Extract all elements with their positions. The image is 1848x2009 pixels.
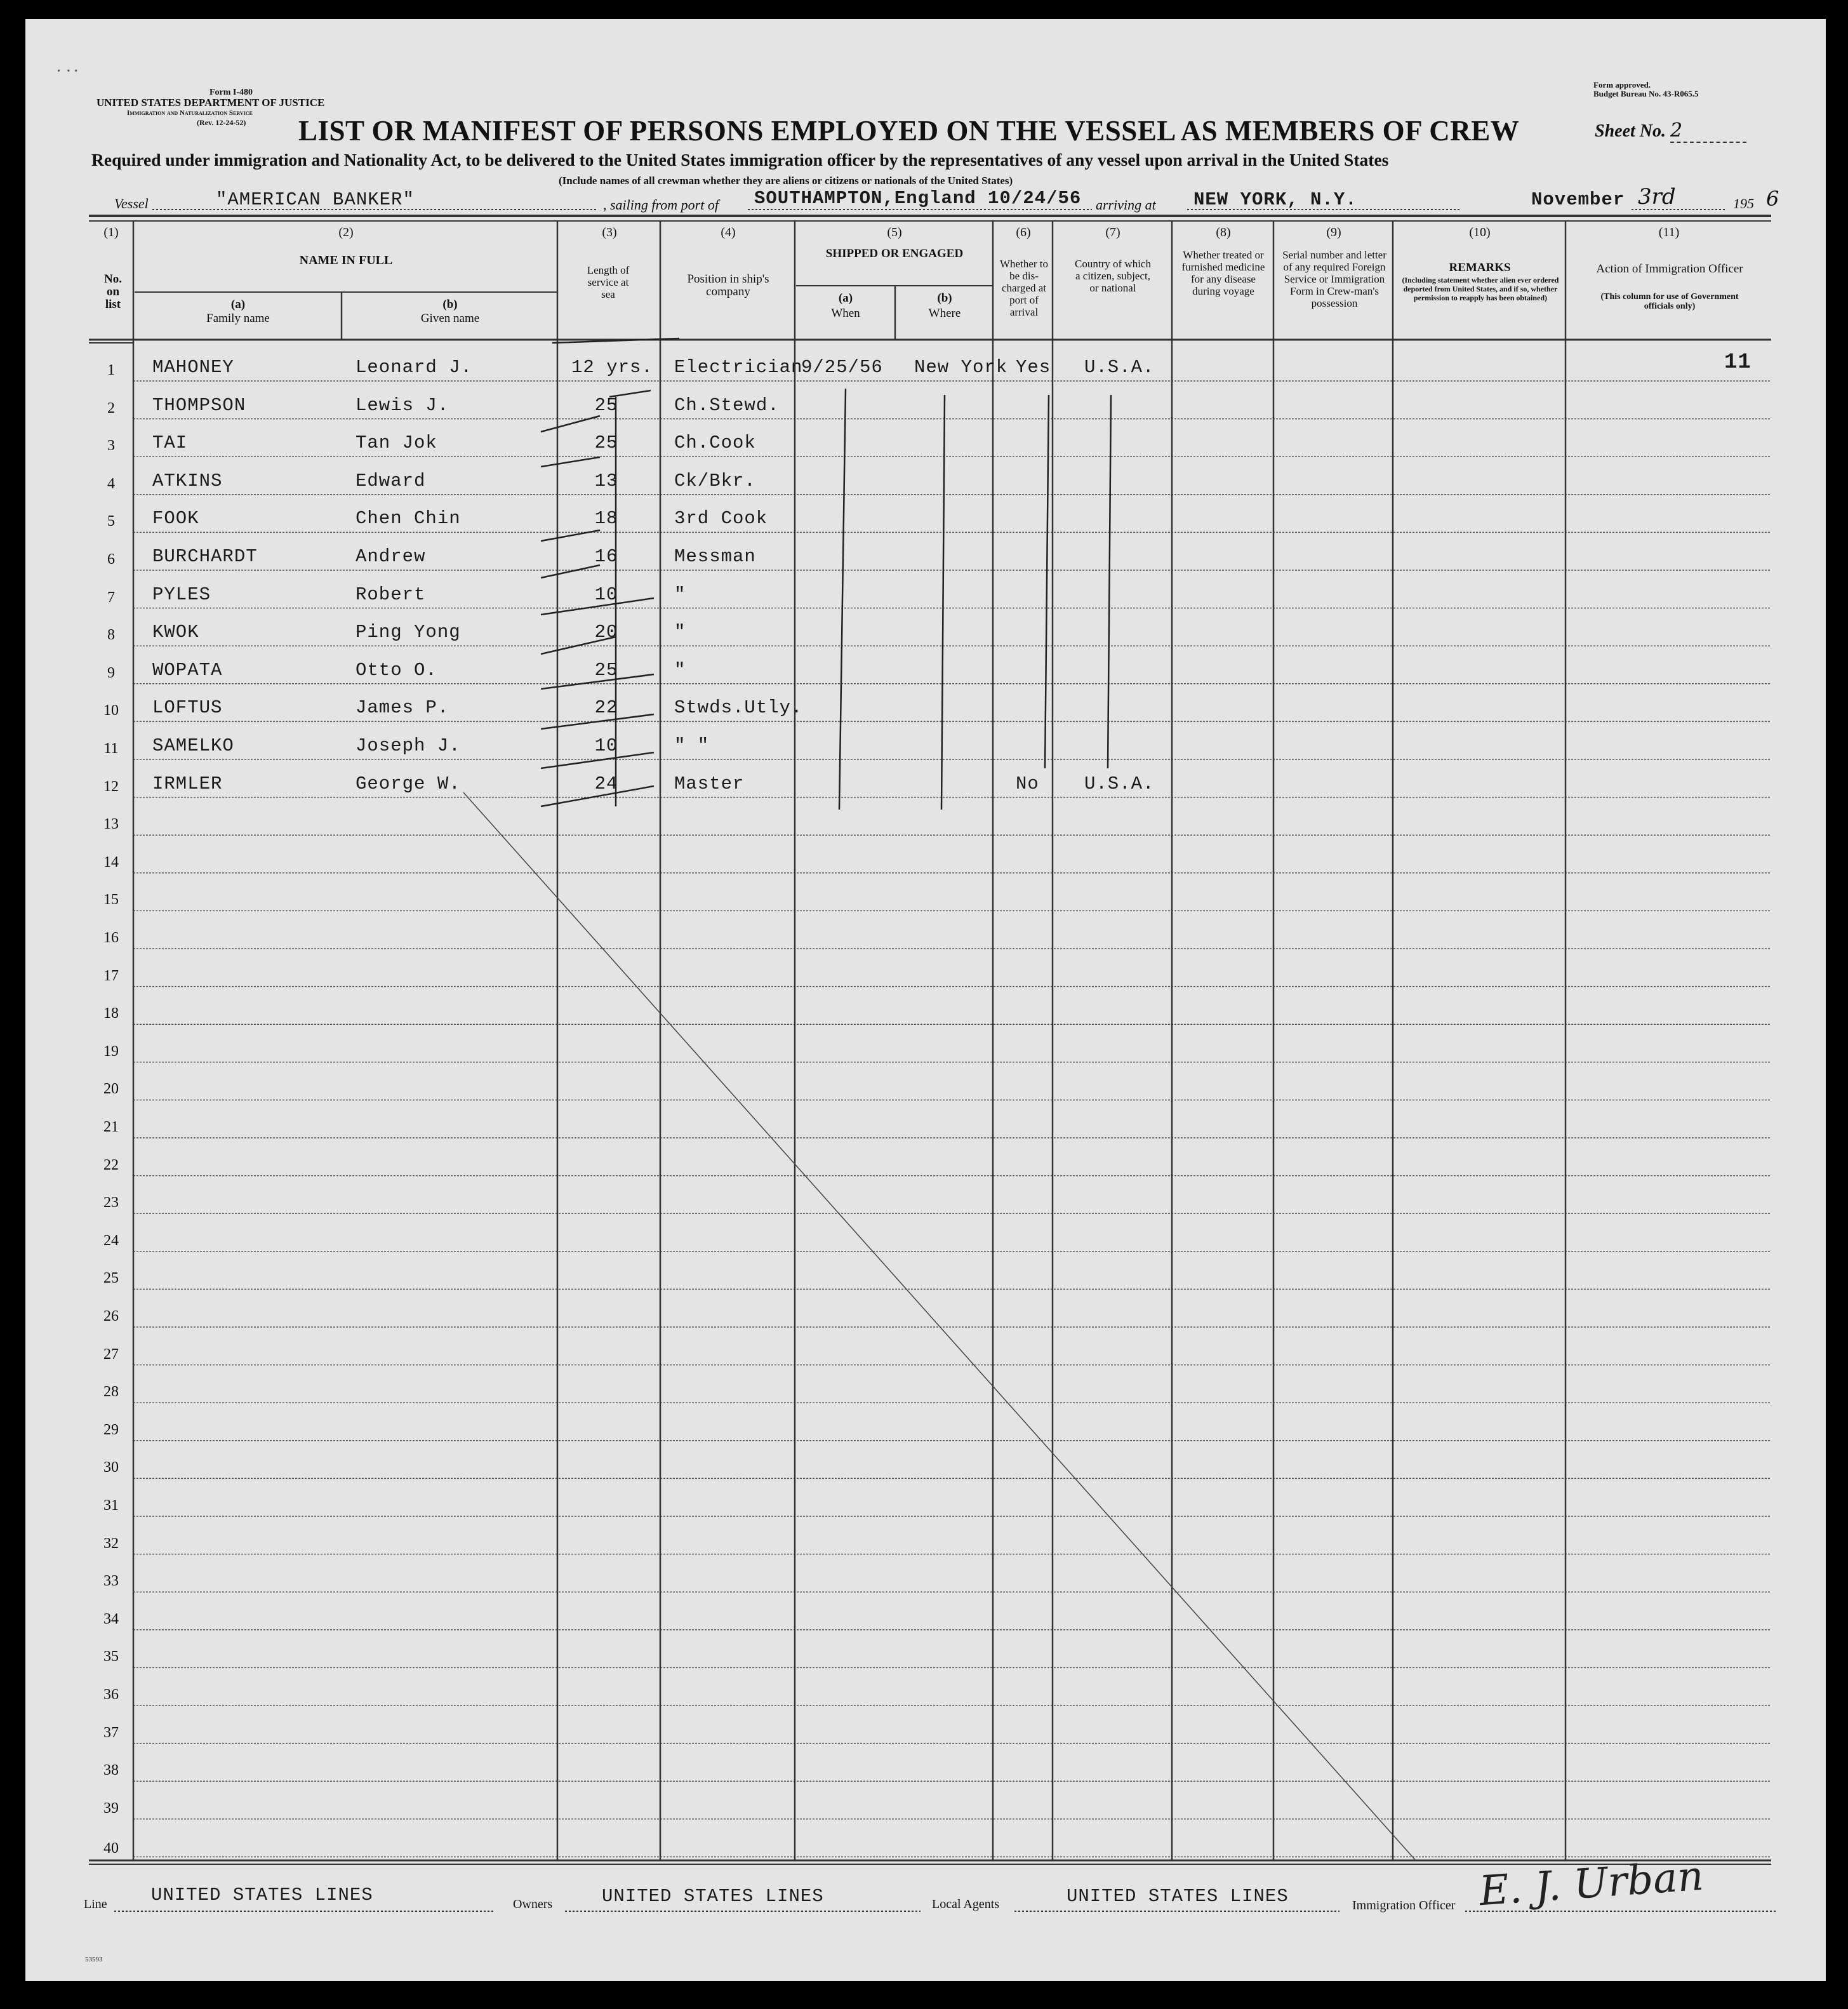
position-cell: Messman — [674, 546, 756, 567]
action-cell: 11 — [1724, 350, 1752, 375]
family-name-cell: WOPATA — [152, 659, 223, 681]
row-number: 17 — [103, 967, 119, 984]
position-cell: 3rd Cook — [674, 508, 768, 530]
row-number: 10 — [103, 702, 119, 719]
row-number: 25 — [103, 1270, 119, 1287]
row-number: 32 — [103, 1535, 119, 1552]
row-number: 34 — [103, 1610, 119, 1627]
hdr-serial: Serial number and letter of any required Foreign Service or Immigration Form in Crew-man's possession — [1282, 249, 1386, 309]
vessel-label: Vessel — [114, 196, 149, 211]
arrival-year-suffix: 6 — [1766, 187, 1779, 211]
row-number: 12 — [103, 778, 119, 795]
row-number: 19 — [103, 1043, 119, 1060]
length-cell: 13 — [594, 470, 618, 491]
arriving-at: NEW YORK, N.Y. — [1193, 189, 1357, 210]
length-cell: 16 — [594, 546, 618, 567]
hdr-where-sub: (b) — [937, 291, 952, 305]
row-number: 24 — [103, 1232, 119, 1249]
length-cell: 25 — [594, 432, 618, 454]
col-num-7: (7) — [1105, 225, 1120, 239]
family-name-cell: THOMPSON — [152, 394, 246, 416]
given-name-cell: Edward — [356, 470, 426, 491]
row-number: 33 — [103, 1573, 119, 1590]
family-name-cell: IRMLER — [152, 773, 223, 794]
discharged-cell: Yes — [1016, 357, 1051, 378]
length-cell: 12 yrs. — [571, 357, 653, 378]
col-num-9: (9) — [1326, 225, 1341, 239]
hdr-when: When — [831, 307, 860, 320]
given-name-cell: Tan Jok — [356, 432, 437, 454]
country-cell: U.S.A. — [1084, 357, 1155, 378]
row-number: 13 — [103, 816, 119, 833]
given-name-cell: Robert — [356, 584, 426, 605]
given-name-cell: Leonard J. — [356, 357, 473, 378]
service: Immigration and Naturalization Service — [127, 109, 253, 117]
row-number: 14 — [103, 853, 119, 871]
footer-line: UNITED STATES LINES — [151, 1885, 373, 1906]
paper-specks: • • • — [57, 67, 78, 76]
given-name-cell: Joseph J. — [356, 735, 461, 756]
row-number: 26 — [103, 1308, 119, 1325]
footer-officer-label: Immigration Officer — [1352, 1899, 1456, 1912]
sailing-label: , sailing from port of — [603, 197, 719, 213]
footer-agents: UNITED STATES LINES — [1067, 1886, 1289, 1907]
length-cell: 18 — [594, 508, 618, 530]
row-number: 5 — [107, 513, 115, 530]
row-number: 2 — [107, 399, 115, 417]
col-num-4: (4) — [721, 225, 736, 239]
form-number: Form I-480 — [209, 88, 253, 97]
row-number: 22 — [103, 1156, 119, 1173]
length-cell: 20 — [594, 622, 618, 643]
footer-agents-label: Local Agents — [932, 1897, 1000, 1911]
family-name-cell: LOFTUS — [152, 697, 223, 719]
hdr-name-in-full: NAME IN FULL — [299, 253, 393, 267]
row-number: 35 — [103, 1648, 119, 1665]
when-cell: 9/25/56 — [801, 357, 883, 378]
family-name-cell: TAI — [152, 432, 188, 454]
position-cell: Stwds.Utly. — [674, 697, 803, 719]
approval-line1: Form approved. — [1593, 80, 1651, 90]
col-num-2: (2) — [338, 225, 354, 239]
hdr-no-on-list: No. on list — [104, 272, 122, 311]
discharged-cell: No — [1016, 773, 1039, 794]
position-cell: Master — [674, 773, 745, 794]
family-name-cell: PYLES — [152, 584, 211, 605]
col-num-11: (11) — [1658, 225, 1680, 239]
footer-owners: UNITED STATES LINES — [602, 1886, 824, 1907]
sailing-from: SOUTHAMPTON,England 10/24/56 — [754, 188, 1082, 209]
hdr-when-sub: (a) — [838, 291, 853, 305]
where-cell: New York — [914, 357, 1008, 378]
officer-signature: E. J. Urban — [1477, 1852, 1705, 1916]
length-cell: 22 — [594, 697, 618, 719]
manifest-sheet — [25, 19, 1826, 1981]
row-number: 16 — [103, 930, 119, 946]
revision: (Rev. 12-24-52) — [197, 118, 246, 127]
hdr-action-note: (This column for use of Government officials only) — [1600, 292, 1739, 311]
sheet-number: 2 — [1670, 119, 1746, 143]
row-number: 23 — [103, 1194, 119, 1211]
arrival-month: November — [1531, 189, 1625, 210]
row-number: 36 — [103, 1686, 119, 1703]
arriving-label: arriving at — [1096, 197, 1156, 213]
family-name-cell: SAMELKO — [152, 735, 234, 756]
col-num-6: (6) — [1016, 225, 1031, 239]
length-cell: 10 — [594, 735, 618, 756]
length-cell: 25 — [594, 394, 618, 416]
position-cell: Ch.Cook — [674, 432, 756, 454]
row-number: 30 — [103, 1459, 119, 1476]
footer-underlines — [25, 19, 1826, 1981]
form-subtitle: Required under immigration and Nationality Act, to be delivered to the United States immigration officer by the representatives of any vessel upon arrival in the United States — [91, 150, 1389, 170]
row-number: 8 — [107, 627, 115, 644]
hdr-country: Country of which a citizen, subject, or national — [1075, 258, 1151, 294]
hdr-remarks-note: (Including statement whether alien ever ordered deported from United States, and if so, whether permission to reapply has been obtained) — [1402, 276, 1559, 302]
given-name-cell: Andrew — [356, 546, 426, 567]
given-name-cell: Chen Chin — [356, 508, 461, 530]
print-code: 53593 — [85, 1956, 103, 1963]
form-note: (Include names of all crewman whether they are aliens or citizens or nationals of the United States) — [559, 175, 1013, 187]
row-number: 6 — [107, 551, 115, 568]
col-num-1: (1) — [103, 225, 119, 239]
length-cell: 25 — [594, 659, 618, 681]
row-number: 39 — [103, 1799, 119, 1817]
vessel-name: "AMERICAN BANKER" — [216, 189, 415, 210]
row-number: 11 — [103, 740, 119, 757]
country-cell: U.S.A. — [1084, 773, 1155, 794]
length-cell: 10 — [594, 584, 618, 605]
hdr-where: Where — [928, 307, 961, 320]
given-name-cell: James P. — [356, 697, 449, 719]
footer-owners-label: Owners — [513, 1897, 553, 1911]
hdr-length: Length of service at sea — [587, 264, 630, 300]
form-title: LIST OR MANIFEST OF PERSONS EMPLOYED ON THE VESSEL AS MEMBERS OF CREW — [298, 115, 1520, 147]
family-name-cell: FOOK — [152, 508, 199, 530]
row-number: 28 — [103, 1384, 119, 1401]
row-number: 37 — [103, 1724, 119, 1741]
department: UNITED STATES DEPARTMENT OF JUSTICE — [96, 97, 325, 109]
position-cell: Electrician — [674, 357, 803, 378]
arrival-year-prefix: 195 — [1733, 196, 1754, 211]
row-number: 3 — [107, 437, 115, 455]
hdr-given-sub: (b) — [442, 298, 458, 311]
length-cell: 24 — [594, 773, 618, 794]
row-number: 18 — [103, 1005, 119, 1022]
row-number: 20 — [103, 1081, 119, 1098]
row-number: 7 — [107, 589, 115, 606]
family-name-cell: ATKINS — [152, 470, 223, 491]
hdr-family-sub: (a) — [230, 298, 246, 311]
position-cell: " — [674, 584, 686, 605]
given-name-cell: Lewis J. — [356, 394, 449, 416]
row-number: 31 — [103, 1497, 119, 1514]
col-num-10: (10) — [1469, 225, 1491, 239]
sheet-label: Sheet No. — [1595, 121, 1666, 141]
approval-line2: Budget Bureau No. 43-R065.5 — [1593, 89, 1699, 98]
row-number: 4 — [107, 475, 115, 492]
hdr-position: Position in ship's company — [687, 272, 769, 298]
hdr-remarks: REMARKS — [1449, 261, 1511, 274]
col-num-5: (5) — [887, 225, 902, 239]
hdr-shipped: SHIPPED OR ENGAGED — [825, 247, 964, 260]
family-name-cell: MAHONEY — [152, 357, 234, 378]
position-cell: " — [674, 659, 686, 681]
col-num-8: (8) — [1216, 225, 1231, 239]
row-number: 1 — [107, 362, 115, 378]
hdr-family-name: Family name — [206, 312, 270, 325]
hdr-discharged: Whether to be dis-charged at port of arrival — [1000, 258, 1048, 318]
family-name-cell: BURCHARDT — [152, 546, 258, 567]
given-name-cell: George W. — [356, 773, 461, 794]
col-num-3: (3) — [602, 225, 617, 239]
arrival-day: 3rd — [1638, 184, 1676, 210]
row-number: 21 — [103, 1119, 119, 1135]
row-number: 27 — [103, 1345, 119, 1363]
position-cell: " " — [674, 735, 710, 756]
hdr-medicine: Whether treated or furnished medicine for any disease during voyage — [1181, 249, 1265, 297]
given-name-cell: Ping Yong — [356, 622, 461, 643]
position-cell: Ch.Stewd. — [674, 394, 780, 416]
row-number: 15 — [103, 891, 119, 909]
footer-line-label: Line — [84, 1897, 107, 1911]
family-name-cell: KWOK — [152, 622, 199, 643]
row-number: 9 — [107, 664, 115, 681]
row-number: 40 — [103, 1840, 119, 1857]
hdr-action: Action of Immigration Officer — [1596, 262, 1743, 276]
position-cell: " — [674, 622, 686, 643]
given-name-cell: Otto O. — [356, 659, 437, 681]
row-number: 29 — [103, 1421, 119, 1438]
hdr-given-name: Given name — [420, 312, 480, 325]
row-number: 38 — [103, 1762, 119, 1779]
position-cell: Ck/Bkr. — [674, 470, 756, 491]
